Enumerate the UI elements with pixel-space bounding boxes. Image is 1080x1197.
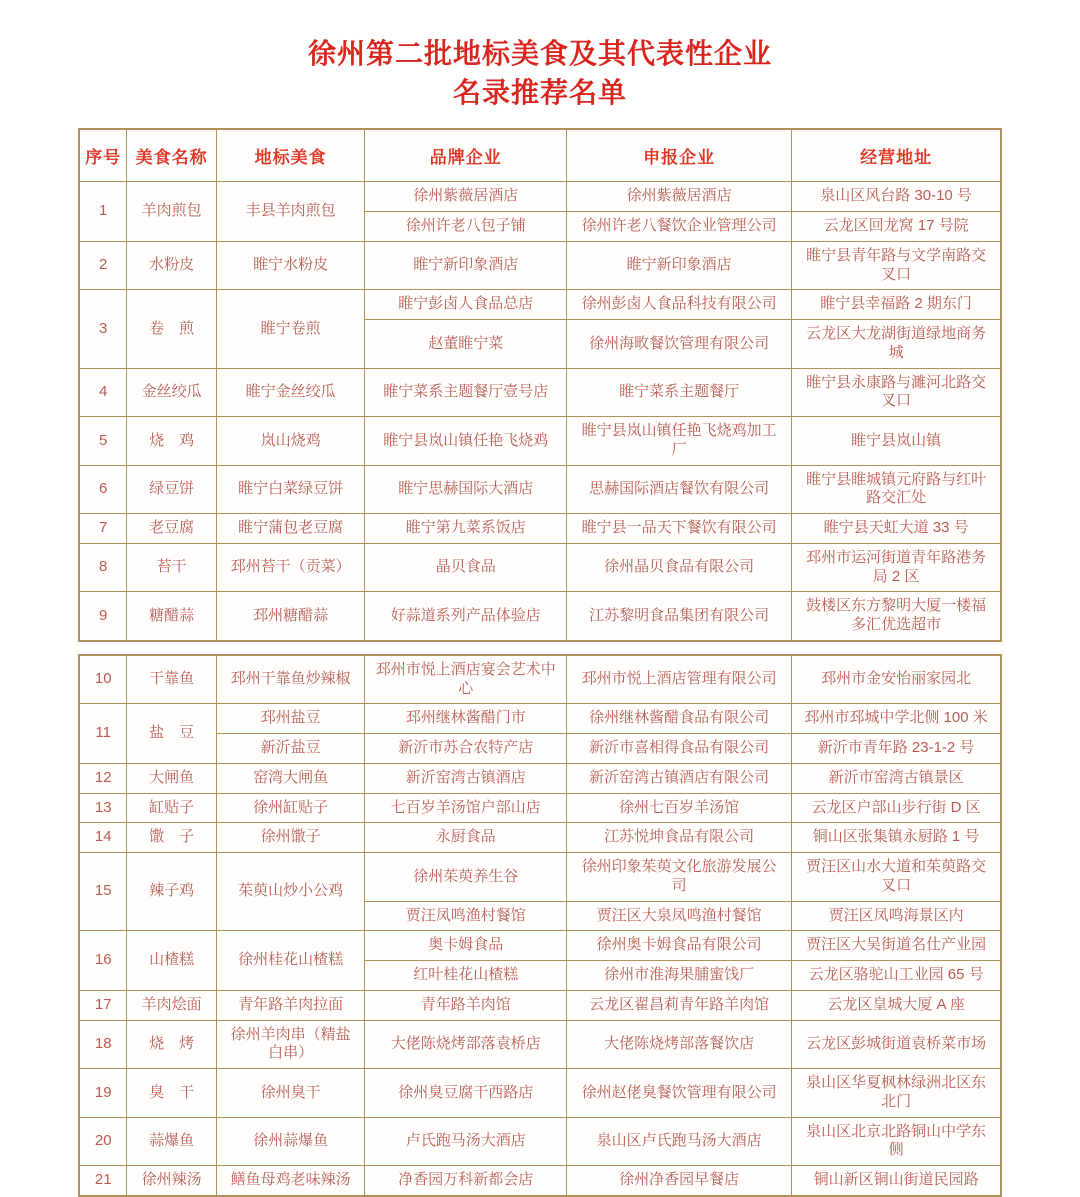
landmark-food: 徐州桂花山楂糕 [216, 931, 364, 991]
landmark-food: 茱萸山炒小公鸡 [216, 853, 364, 931]
business-address: 睢宁县永康路与濉河北路交叉口 [792, 368, 1001, 417]
row-number: 5 [79, 417, 127, 466]
landmark-food: 睢宁蒲包老豆腐 [216, 514, 364, 544]
food-name: 臭 干 [127, 1069, 216, 1118]
brand-name: 邳州继林酱醋门市 [365, 704, 567, 734]
applicant-name: 贾汪区大泉凤鸣渔村餐馆 [567, 901, 792, 931]
landmark-food: 徐州臭干 [216, 1069, 364, 1118]
table-row [79, 655, 1001, 704]
business-address: 睢宁县天虹大道 33 号 [792, 514, 1001, 544]
applicant-name: 新沂窑湾古镇酒店有限公司 [567, 763, 792, 793]
page-title [0, 34, 1080, 112]
brand-name: 睢宁彭卤人食品总店 [365, 290, 567, 320]
landmark-food: 青年路羊肉拉面 [216, 990, 364, 1020]
row-number: 8 [79, 543, 127, 592]
table-row [79, 290, 1001, 320]
row-number: 7 [79, 514, 127, 544]
food-name: 烧 鸡 [127, 417, 216, 466]
business-address: 云龙区骆驼山工业园 65 号 [792, 961, 1001, 991]
applicant-name: 睢宁县岚山镇任艳飞烧鸡加工厂 [567, 417, 792, 466]
landmark-food: 岚山烧鸡 [216, 417, 364, 466]
food-name: 水粉皮 [127, 241, 216, 290]
business-address: 铜山新区铜山街道民园路 [792, 1166, 1001, 1196]
applicant-name: 徐州海畋餐饮管理有限公司 [567, 320, 792, 369]
food-name: 羊肉煎包 [127, 182, 216, 242]
applicant-name: 江苏黎明食品集团有限公司 [567, 592, 792, 641]
brand-name: 七百岁羊汤馆户部山店 [365, 793, 567, 823]
landmark-food: 睢宁卷煎 [216, 290, 364, 368]
business-address: 贾汪区凤鸣海景区内 [792, 901, 1001, 931]
business-address: 睢宁县岚山镇 [792, 417, 1001, 466]
brand-name: 徐州许老八包子铺 [365, 212, 567, 242]
applicant-name: 思赫国际酒店餐饮有限公司 [567, 465, 792, 514]
landmark-food: 徐州缸贴子 [216, 793, 364, 823]
applicant-name: 徐州紫薇居酒店 [567, 182, 792, 212]
table-row [79, 704, 1001, 734]
business-address: 泉山区华夏枫林绿洲北区东北门 [792, 1069, 1001, 1118]
applicant-name: 徐州奥卡姆食品有限公司 [567, 931, 792, 961]
food-name: 羊肉烩面 [127, 990, 216, 1020]
landmark-food: 徐州馓子 [216, 823, 364, 853]
food-table-section-1 [78, 128, 1002, 642]
table-row [79, 1069, 1001, 1118]
applicant-name: 睢宁新印象酒店 [567, 241, 792, 290]
food-name: 山楂糕 [127, 931, 216, 991]
business-address: 泉山区北京北路铜山中学东侧 [792, 1117, 1001, 1166]
table-container [78, 128, 1002, 1197]
business-address: 云龙区大龙湖街道绿地商务城 [792, 320, 1001, 369]
brand-name: 好蒜道系列产品体验店 [365, 592, 567, 641]
row-number: 1 [79, 182, 127, 242]
table-row [79, 1166, 1001, 1196]
brand-name: 徐州紫薇居酒店 [365, 182, 567, 212]
brand-name: 净香园万科新都会店 [365, 1166, 567, 1196]
column-header-no: 序号 [79, 129, 127, 182]
food-name: 苔干 [127, 543, 216, 592]
applicant-name: 徐州七百岁羊汤馆 [567, 793, 792, 823]
business-address: 鼓楼区东方黎明大厦一楼福多汇优选超市 [792, 592, 1001, 641]
business-address: 泉山区风台路 30-10 号 [792, 182, 1001, 212]
applicant-name: 徐州净香园早餐店 [567, 1166, 792, 1196]
applicant-name: 云龙区翟昌莉青年路羊肉馆 [567, 990, 792, 1020]
landmark-food: 新沂盐豆 [216, 734, 364, 764]
column-header-brand: 品牌企业 [365, 129, 567, 182]
applicant-name: 江苏悦坤食品有限公司 [567, 823, 792, 853]
row-number: 16 [79, 931, 127, 991]
row-number: 15 [79, 853, 127, 931]
row-number: 10 [79, 655, 127, 704]
brand-name: 睢宁新印象酒店 [365, 241, 567, 290]
row-number: 14 [79, 823, 127, 853]
row-number: 20 [79, 1117, 127, 1166]
page-title-line-2: 名录推荐名单 [452, 77, 627, 109]
applicant-name: 徐州许老八餐饮企业管理公司 [567, 212, 792, 242]
business-address: 邳州市邳城中学北侧 100 米 [792, 704, 1001, 734]
business-address: 睢宁县睢城镇元府路与红叶路交汇处 [792, 465, 1001, 514]
table-row [79, 734, 1001, 764]
row-number: 18 [79, 1020, 127, 1069]
food-name: 绿豆饼 [127, 465, 216, 514]
landmark-food: 邳州糖醋蒜 [216, 592, 364, 641]
food-name: 干靠鱼 [127, 655, 216, 704]
row-number: 3 [79, 290, 127, 368]
food-name: 辣子鸡 [127, 853, 216, 931]
table-row [79, 592, 1001, 641]
food-name: 金丝绞瓜 [127, 368, 216, 417]
brand-name: 大佬陈烧烤部落袁桥店 [365, 1020, 567, 1069]
page-title-line-1: 徐州第二批地标美食及其代表性企业 [307, 38, 772, 69]
table-row [79, 763, 1001, 793]
applicant-name: 泉山区卢氏跑马汤大酒店 [567, 1117, 792, 1166]
row-number: 4 [79, 368, 127, 417]
food-table-section-2 [78, 654, 1002, 1197]
brand-name: 晶贝食品 [365, 543, 567, 592]
table-row [79, 823, 1001, 853]
table-row [79, 417, 1001, 466]
table-row [79, 514, 1001, 544]
business-address: 云龙区回龙窝 17 号院 [792, 212, 1001, 242]
food-name: 蒜爆鱼 [127, 1117, 216, 1166]
food-name: 大闸鱼 [127, 763, 216, 793]
brand-name: 赵董睢宁菜 [365, 320, 567, 369]
header-row [79, 129, 1001, 182]
landmark-food: 邳州苔干（贡菜） [216, 543, 364, 592]
brand-name: 新沂窑湾古镇酒店 [365, 763, 567, 793]
row-number: 2 [79, 241, 127, 290]
row-number: 19 [79, 1069, 127, 1118]
applicant-name: 徐州继林酱醋食品有限公司 [567, 704, 792, 734]
row-number: 6 [79, 465, 127, 514]
business-address: 睢宁县青年路与文学南路交叉口 [792, 241, 1001, 290]
applicant-name: 睢宁县一品天下餐饮有限公司 [567, 514, 792, 544]
business-address: 铜山区张集镇永厨路 1 号 [792, 823, 1001, 853]
food-name: 盐 豆 [127, 704, 216, 764]
brand-name: 永厨食品 [365, 823, 567, 853]
applicant-name: 大佬陈烧烤部落餐饮店 [567, 1020, 792, 1069]
food-name: 徐州辣汤 [127, 1166, 216, 1196]
row-number: 12 [79, 763, 127, 793]
row-number: 13 [79, 793, 127, 823]
brand-name: 青年路羊肉馆 [365, 990, 567, 1020]
food-name: 糖醋蒜 [127, 592, 216, 641]
table-row [79, 182, 1001, 212]
landmark-food: 丰县羊肉煎包 [216, 182, 364, 242]
business-address: 云龙区户部山步行街 D 区 [792, 793, 1001, 823]
applicant-name: 徐州赵佬臭餐饮管理有限公司 [567, 1069, 792, 1118]
brand-name: 新沂市苏合农特产店 [365, 734, 567, 764]
brand-name: 奥卡姆食品 [365, 931, 567, 961]
food-name: 老豆腐 [127, 514, 216, 544]
business-address: 云龙区彭城街道袁桥菜市场 [792, 1020, 1001, 1069]
landmark-food: 窑湾大闸鱼 [216, 763, 364, 793]
table-row [79, 1117, 1001, 1166]
business-address: 睢宁县幸福路 2 期东门 [792, 290, 1001, 320]
column-header-landmark-food: 地标美食 [216, 129, 364, 182]
row-number: 11 [79, 704, 127, 764]
column-header-applicant: 申报企业 [567, 129, 792, 182]
brand-name: 睢宁第九菜系饭店 [365, 514, 567, 544]
landmark-food: 睢宁水粉皮 [216, 241, 364, 290]
applicant-name: 徐州彭卤人食品科技有限公司 [567, 290, 792, 320]
table-row [79, 241, 1001, 290]
food-name: 卷 煎 [127, 290, 216, 368]
business-address: 贾汪区山水大道和茱萸路交叉口 [792, 853, 1001, 902]
landmark-food: 睢宁白菜绿豆饼 [216, 465, 364, 514]
table-row [79, 990, 1001, 1020]
business-address: 云龙区皇城大厦 A 座 [792, 990, 1001, 1020]
landmark-food: 邳州盐豆 [216, 704, 364, 734]
food-name: 缸贴子 [127, 793, 216, 823]
landmark-food: 邳州干靠鱼炒辣椒 [216, 655, 364, 704]
table-row [79, 931, 1001, 961]
landmark-food: 鳝鱼母鸡老味辣汤 [216, 1166, 364, 1196]
applicant-name: 邳州市悦上酒店管理有限公司 [567, 655, 792, 704]
table-row [79, 793, 1001, 823]
brand-name: 徐州臭豆腐干西路店 [365, 1069, 567, 1118]
business-address: 邳州市运河街道青年路港务局 2 区 [792, 543, 1001, 592]
table-row [79, 853, 1001, 902]
applicant-name: 徐州印象茱萸文化旅游发展公司 [567, 853, 792, 902]
column-header-address: 经营地址 [792, 129, 1001, 182]
landmark-food: 徐州蒜爆鱼 [216, 1117, 364, 1166]
row-number: 17 [79, 990, 127, 1020]
business-address: 新沂市窑湾古镇景区 [792, 763, 1001, 793]
row-number: 9 [79, 592, 127, 641]
business-address: 新沂市青年路 23-1-2 号 [792, 734, 1001, 764]
business-address: 贾汪区大吴街道名仕产业园 [792, 931, 1001, 961]
brand-name: 红叶桂花山楂糕 [365, 961, 567, 991]
table-row [79, 368, 1001, 417]
brand-name: 睢宁县岚山镇任艳飞烧鸡 [365, 417, 567, 466]
food-name: 烧 烤 [127, 1020, 216, 1069]
brand-name: 邳州市悦上酒店宴会艺术中心 [365, 655, 567, 704]
brand-name: 贾汪凤鸣渔村餐馆 [365, 901, 567, 931]
table-row [79, 1020, 1001, 1069]
landmark-food: 徐州羊肉串（精盐白串） [216, 1020, 364, 1069]
brand-name: 睢宁思赫国际大酒店 [365, 465, 567, 514]
brand-name: 睢宁菜系主题餐厅壹号店 [365, 368, 567, 417]
table-row [79, 465, 1001, 514]
business-address: 邳州市金安怡丽家园北 [792, 655, 1001, 704]
applicant-name: 徐州晶贝食品有限公司 [567, 543, 792, 592]
food-name: 馓 子 [127, 823, 216, 853]
row-number: 21 [79, 1166, 127, 1196]
column-header-food-name: 美食名称 [127, 129, 216, 182]
applicant-name: 睢宁菜系主题餐厅 [567, 368, 792, 417]
applicant-name: 新沂市喜相得食品有限公司 [567, 734, 792, 764]
brand-name: 徐州茱萸养生谷 [365, 853, 567, 902]
brand-name: 卢氏跑马汤大酒店 [365, 1117, 567, 1166]
landmark-food: 睢宁金丝绞瓜 [216, 368, 364, 417]
applicant-name: 徐州市淮海果脯蜜饯厂 [567, 961, 792, 991]
table-row [79, 543, 1001, 592]
